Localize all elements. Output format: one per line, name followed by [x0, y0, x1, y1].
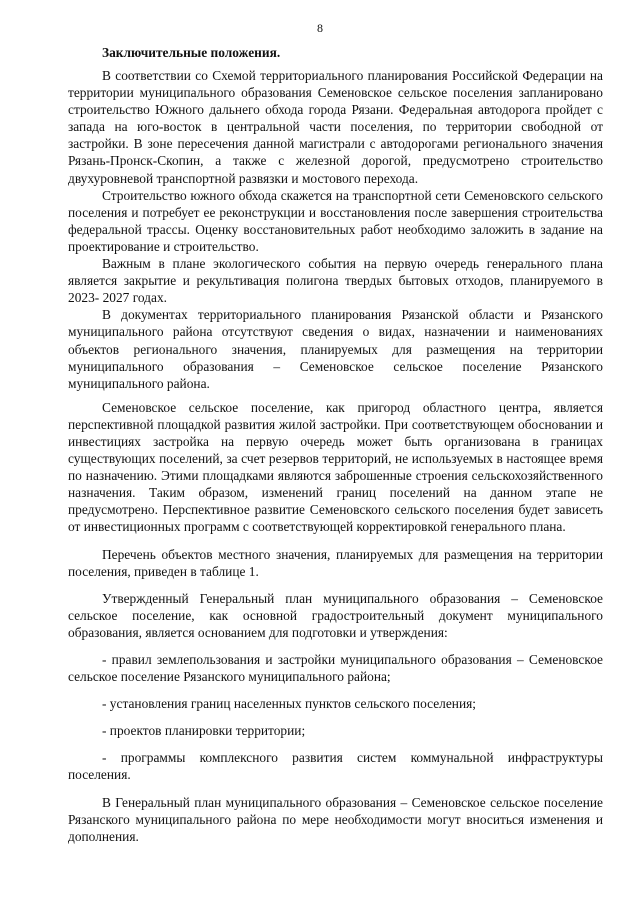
- paragraph-approved-plan: Утвержденный Генеральный план муниципального образования – Семеновское сельское поселение, как основной градостроительный документ муниципального образования, является основанием для подготовки и утверждения:: [68, 590, 603, 640]
- page-number: 8: [317, 21, 323, 35]
- paragraph-regional-documents: В документах территориального планирования Рязанской области и Рязанского муниципального района отсутствуют сведения о видах, назначении и наименованиях объектов регионального значения, планируемых для размещения на территории муниципального образования – Семеновское сельское поселение Рязанского муниципального района.: [68, 307, 603, 391]
- document-body: [68, 44, 603, 845]
- paragraph-housing-development: Семеновское сельское поселение, как пригород областного центра, является перспективной площадкой развития жилой застройки. При соответствующем обосновании и инвестициях застройка на первую очередь может быть организована в границах существующих поселений, за счет резервов территорий, не используемых в настоящее время по назначению. Этими площадками являются заброшенные строения сельскохозяйственного назначения. Таким образом, изменений границ поселений на данном этапе не предусмотрено. Перспективное развитие Семеновского сельского поселения будет зависеть от инвестиционных программ с соответствующей корректировкой генерального плана.: [68, 399, 603, 535]
- section-heading: Заключительные положения.: [102, 45, 281, 60]
- list-item-land-use-rules: - правил землепользования и застройки муниципального образования – Семеновское сельское поселение Рязанского муниципального района;: [68, 652, 603, 685]
- paragraph-amendments: В Генеральный план муниципального образования – Семеновское сельское поселение Рязанского муниципального района по мере необходимости могут вноситься изменения и дополнения.: [68, 794, 603, 844]
- list-item-utilities-program: - программы комплексного развития систем коммунальной инфраструктуры поселения.: [68, 750, 603, 783]
- list-item-planning-projects: - проектов планировки территории;: [102, 723, 306, 739]
- paragraph-local-objects: Перечень объектов местного значения, планируемых для размещения на территории поселения, приведен в таблице 1.: [68, 546, 603, 579]
- list-item-settlement-boundaries: - установления границ населенных пунктов сельского поселения;: [102, 696, 476, 712]
- paragraph-southern-bypass: В соответствии со Схемой территориального планирования Российской Федерации на территории муниципального образования Семеновское сельское поселения запланировано строительство Южного дальнего обхода города Рязани. Федеральная автодорога пройдет с запада на юго-восток в центральной части поселения, по территории свободной от застройки. В зоне пересечения данной магистрали с автодорогами регионального значения Рязань-Пронск-Скопин, а также с железной дорогой, предусмотрено строительство двухуровневой транспортной развязки и мостового перехода.: [68, 68, 603, 186]
- paragraph-transport-network: Строительство южного обхода скажется на транспортной сети Семеновского сельского поселения и потребует ее реконструкции и восстановления после завершения строительства федеральной трассы. Оценку восстановительных работ необходимо заложить в задание на проектирование и строительство.: [68, 187, 603, 254]
- paragraph-landfill: Важным в плане экологического события на первую очередь генерального плана является закрытие и рекультивация полигона твердых бытовых отходов, планируемого в 2023- 2027 годах.: [68, 256, 603, 306]
